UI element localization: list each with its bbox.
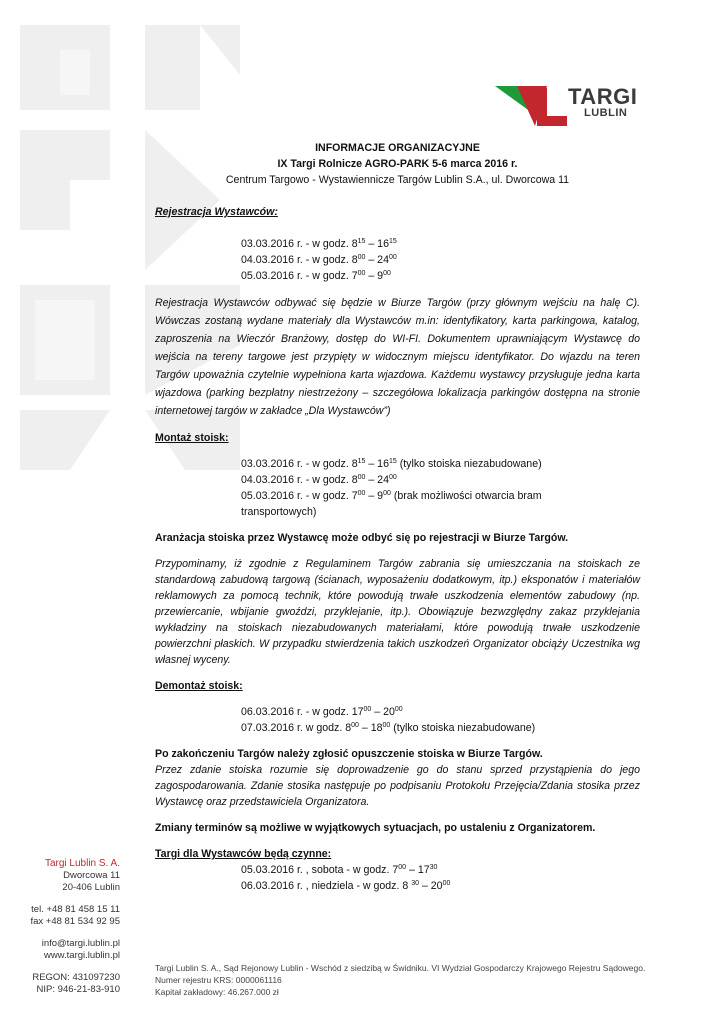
assembly-note: Aranżacja stoiska przez Wystawcę może odbyć się po rejestracji w Biurze Targów.	[155, 532, 569, 544]
footer-line-1: Targi Lublin S. A., Sąd Rejonowy Lublin - Wschód z siedzibą w Świdniku. VI Wydział Gospodarczy Krajowego Rejestru Sądowego.	[155, 963, 646, 973]
document-header	[155, 140, 640, 188]
document-body	[155, 140, 640, 894]
registration-text: Rejestracja Wystawców odbywać się będzie w Biurze Targów (przy głównym wejściu na halę C). Wówczas zostaną wydane materiały dla Wystawców m.in: identyfikatory, karta parkingowa, katalog, zaproszenia na Wieczór Branżowy, dostęp do WI-FI. Dokumentem uprawniającym Wystawcę do wejścia na tereny targowe jest przypięty w widocznym miejscu identyfikator. Do wjazdu na teren Targów upoważnia czytelnie wypełniona karta wjazdowa. Każdemu wystawcy przysługuje jedna karta wjazdowa (parking bezpłatny niestrzeżony – szczegółowa lokalizacja parkingów dostępna na stronie internetowej targów w zakładce „Dla Wystawców”)	[155, 297, 640, 417]
dismantling-note: Po zakończeniu Targów należy zgłosić opuszczenie stoiska w Biurze Targów.	[155, 748, 543, 760]
company-name: Targi Lublin S. A.	[44, 858, 120, 869]
website-link[interactable]: www.targi.lublin.pl	[43, 950, 120, 961]
event-name: IX Targi Rolnicze AGRO-PARK 5-6 marca 2016 r.	[277, 158, 518, 170]
registration-schedule	[241, 236, 640, 284]
venue: Centrum Targowo - Wystawiennicze Targów Lublin S.A., ul. Dworcowa 11	[225, 174, 570, 186]
schedule-row: 05.03.2016 r. - w godz. $7^{00} - 9^{00}$ (brak możliwości otwarcia bram transportowych)	[241, 490, 542, 518]
footer	[155, 962, 715, 998]
footer-line-3: Kapitał zakładowy: 46.267.000 zł	[155, 987, 279, 997]
schedule-row: 06.03.2016 r. - w godz. $17^{00} - 20^{00}$	[241, 706, 403, 718]
email-link[interactable]: info@targi.lublin.pl	[41, 938, 120, 949]
open-hours-heading: Targi dla Wystawców będą czynne:	[155, 848, 332, 860]
schedule-row: 03.03.2016 r. - w godz. $8^{15} - 16^{15}$ (tylko stoiska niezabudowane)	[241, 458, 542, 470]
assembly-schedule	[241, 456, 640, 520]
regon: REGON: 431097230	[32, 972, 120, 983]
logo-subtitle: LUBLIN	[584, 107, 628, 119]
assembly-heading: Montaż stoisk:	[155, 432, 229, 444]
registration-heading: Rejestracja Wystawców:	[155, 206, 278, 218]
schedule-row: 05.03.2016 r. , sobota - w godz. $7^{00} - 17^{30}$	[241, 864, 438, 876]
assembly-text: Przypominamy, iż zgodnie z Regulaminem Targów zabrania się umieszczania na stoiskach ze standardową zabudową targową (ścianach, wyposażeniu dodatkowym, itp.) eksponatów i materiałów reklamowych za pomocą technik, które powodują trwałe uszkodzenia elementów zabudowy (np. przewiercanie, wbijanie gwoździ, przyklejanie, itp.). Obowiązuje bezwzględny zakaz przyklejania wykładziny na stoiskach niezabudowanych materiałami, które powodują trwałe uszkodzenie powierzchni płaskich. W przypadku stwierdzenia takich uszkodzeń Organizator obciąży Uczestnika wg własnej wyceny.	[155, 558, 640, 666]
dismantling-schedule	[241, 704, 640, 736]
changes-note: Zmiany terminów są możliwe w wyjątkowych sytuacjach, po ustaleniu z Organizatorem.	[155, 822, 596, 834]
phone: tel. +48 81 458 15 11	[31, 904, 120, 915]
schedule-row: 04.03.2016 r. - w godz. $8^{00} - 24^{00}$	[241, 254, 397, 266]
nip: NIP: 946-21-83-910	[36, 984, 120, 995]
footer-line-2: Numer rejestru KRS: 0000061116	[155, 975, 282, 985]
schedule-row: 06.03.2016 r. , niedziela - w godz. 8 $^{30} - 20^{00}$	[241, 880, 451, 892]
city: 20-406 Lublin	[62, 882, 120, 893]
schedule-row: 05.03.2016 r. - w godz. $7^{00} - 9^{00}$	[241, 270, 391, 282]
schedule-row: 07.03.2016 r. w godz. $8^{00} - 18^{00}$ (tylko stoiska niezabudowane)	[241, 722, 536, 734]
document-title: INFORMACJE ORGANIZACYJNE	[315, 142, 480, 154]
street: Dworcowa 11	[63, 870, 120, 881]
schedule-row: 03.03.2016 r. - w godz. $8^{15} - 16^{15}$	[241, 238, 397, 250]
dismantling-heading: Demontaż stoisk:	[155, 680, 243, 692]
contact-block	[20, 858, 120, 996]
schedule-row: 04.03.2016 r. - w godz. $8^{00} - 24^{00}$	[241, 474, 397, 486]
logo-title: TARGI	[568, 84, 638, 109]
open-hours-schedule	[241, 862, 640, 894]
fax: fax +48 81 534 92 95	[30, 916, 120, 927]
dismantling-text: Przez zdanie stoiska rozumie się doprowadzenie go do stanu sprzed przystąpienia do jego zagospodarowania. Zdanie stosika następuje po podpisaniu Protokołu Przejęcia/Zdania stosika przez Wystawcę oraz przedstawiciela Organizatora.	[155, 764, 640, 808]
